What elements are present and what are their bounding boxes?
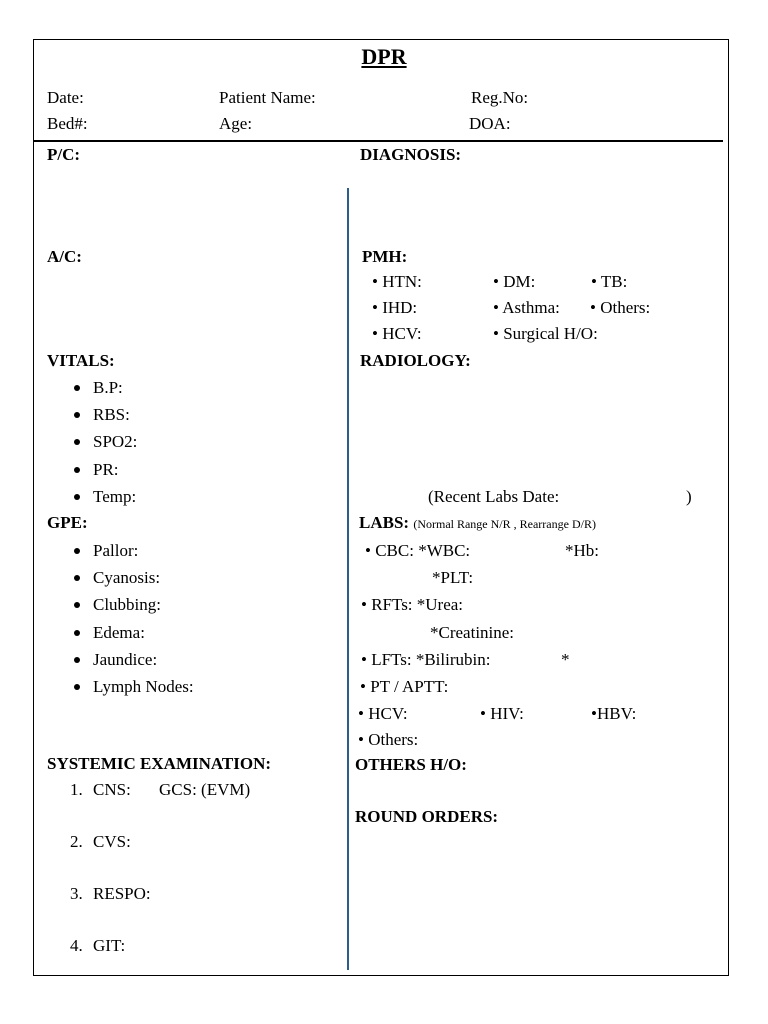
recent-labs-close: ) [686, 487, 692, 506]
labs-rfts: • RFTs: *Urea: [361, 595, 464, 614]
reg-no-label: Reg.No: [471, 88, 529, 107]
ac-heading: A/C: [47, 247, 82, 266]
bullet-dot [74, 602, 80, 608]
gpe-item-cyanosis: Cyanosis: [93, 568, 161, 587]
pmh-others: • Others: [590, 298, 651, 317]
pmh-hcv: • HCV: [372, 324, 422, 343]
pmh-heading: PMH: [362, 247, 408, 266]
labs-lfts-star: * [561, 650, 570, 669]
doa-label: DOA: [469, 114, 511, 133]
systemic-num: 3. [70, 884, 83, 903]
vitals-item-pr: PR: [93, 460, 119, 479]
labs-others: • Others: [358, 730, 419, 749]
bullet-dot [74, 575, 80, 581]
systemic-item-cns: CNS: [93, 780, 131, 799]
labs-hb: *Hb: [565, 541, 599, 560]
systemic-num: 4. [70, 936, 83, 955]
vitals-item-bp: B.P: [93, 378, 123, 397]
bullet-dot [74, 439, 80, 445]
labs-cbc: • CBC: *WBC: [365, 541, 471, 560]
gpe-item-edema: Edema: [93, 623, 145, 642]
bullet-dot [74, 684, 80, 690]
labs-hcv: • HCV: [358, 704, 408, 723]
systemic-item-git: GIT: [93, 936, 126, 955]
labs-hbv: •HBV: [591, 704, 637, 723]
gpe-item-lymph-nodes: Lymph Nodes: [93, 677, 194, 696]
vitals-item-spo2: SPO2: [93, 432, 138, 451]
others-ho-heading: OTHERS H/O: [355, 755, 467, 774]
systemic-num: 2. [70, 832, 83, 851]
labs-creatinine: *Creatinine: [430, 623, 515, 642]
patient-name-label: Patient Name: [219, 88, 316, 107]
bullet-dot [74, 412, 80, 418]
age-label: Age: [219, 114, 253, 133]
gpe-item-pallor: Pallor: [93, 541, 139, 560]
pmh-htn: • HTN: [372, 272, 422, 291]
gcs-label: GCS: (EVM) [159, 780, 251, 799]
pmh-asthma: • Asthma: [493, 298, 560, 317]
systemic-num: 1. [70, 780, 83, 799]
gpe-item-jaundice: Jaundice: [93, 650, 158, 669]
vitals-item-rbs: RBS: [93, 405, 130, 424]
labs-pt-aptt: • PT / APTT: [360, 677, 449, 696]
bullet-dot [74, 657, 80, 663]
pmh-tb: • TB: [591, 272, 628, 291]
vitals-heading: VITALS: [47, 351, 115, 370]
pmh-dm: • DM: [493, 272, 536, 291]
pc-heading: P/C: [47, 145, 81, 164]
radiology-heading: RADIOLOGY: [360, 351, 471, 370]
labs-note: (Normal Range N/R , Rearrange D/R) [413, 517, 596, 531]
diagnosis-heading: DIAGNOSIS: [360, 145, 462, 164]
bullet-dot [74, 494, 80, 500]
recent-labs-date: (Recent Labs Date: [428, 487, 560, 506]
round-orders-heading: ROUND ORDERS: [355, 807, 499, 826]
systemic-heading: SYSTEMIC EXAMINATION: [47, 754, 272, 773]
systemic-item-respo: RESPO: [93, 884, 151, 903]
labs-hiv: • HIV: [480, 704, 524, 723]
form-title: DPR [361, 44, 407, 69]
systemic-item-cvs: CVS: [93, 832, 131, 851]
form-border [33, 39, 729, 976]
pmh-surgical: • Surgical H/O: [493, 324, 598, 343]
labs-plt: *PLT: [432, 568, 474, 587]
bed-label: Bed#: [47, 114, 88, 133]
gpe-heading: GPE: [47, 513, 88, 532]
vitals-item-temp: Temp: [93, 487, 137, 506]
bullet-dot [74, 467, 80, 473]
header-divider [33, 140, 723, 142]
labs-lfts: • LFTs: *Bilirubin: [361, 650, 491, 669]
gpe-item-clubbing: Clubbing: [93, 595, 162, 614]
bullet-dot [74, 548, 80, 554]
date-label: Date: [47, 88, 84, 107]
labs-heading: LABS: [359, 513, 410, 532]
column-divider [347, 188, 349, 970]
bullet-dot [74, 385, 80, 391]
pmh-ihd: • IHD: [372, 298, 418, 317]
bullet-dot [74, 630, 80, 636]
